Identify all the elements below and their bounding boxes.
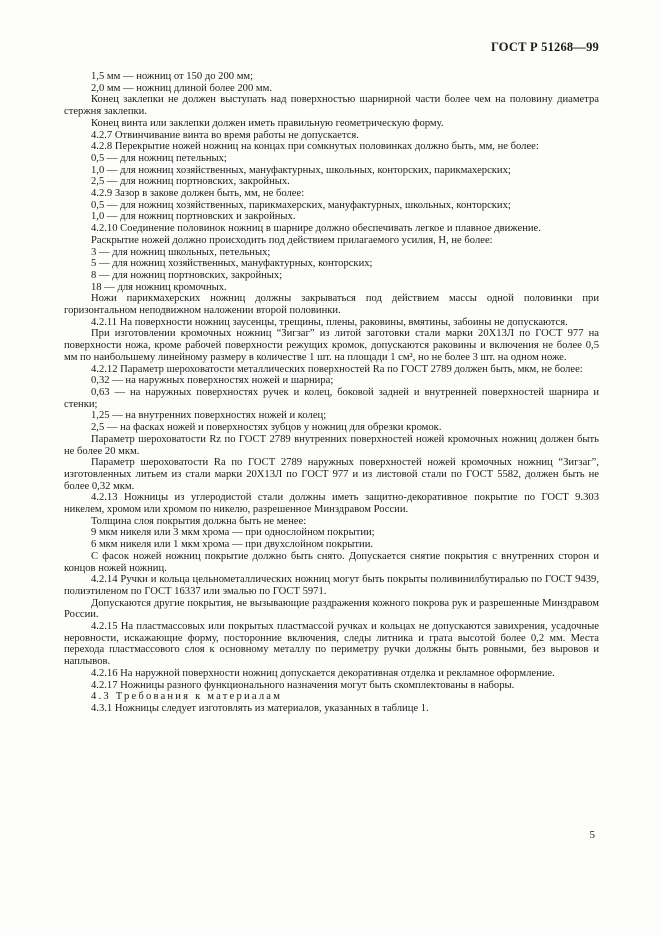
paragraph: 3 — для ножниц школьных, петельных; — [91, 246, 271, 258]
paragraph: 4.3.1 Ножницы следует изготовлять из материалов, указанных в таблице 1. — [91, 702, 429, 714]
paragraph: 4.2.7 Отвинчивание винта во время работы не допускается. — [91, 129, 359, 141]
paragraph: 1,5 мм — ножниц от 150 до 200 мм; — [91, 71, 254, 82]
paragraph: Параметр шероховатости Ra по ГОСТ 2789 наружных поверхностей ножей кромочных ножниц “Зигзаг”, изготовленных литьем из стали марки 20Х13Л по ГОСТ 977 и из листовой стали по ГОСТ 5582, должен быть не более 0,32 мкм. — [64, 457, 599, 492]
paragraph: Толщина слоя покрытия должна быть не менее: — [91, 515, 307, 527]
paragraph: 9 мкм никеля или 3 мкм хрома — при однослойном покрытии; — [91, 527, 375, 539]
paragraph: 6 мкм никеля или 1 мкм хрома — при двухслойном покрытии. — [91, 539, 374, 551]
paragraph: 18 — для ножниц кромочных. — [91, 281, 227, 293]
page-number: 5 — [589, 829, 595, 841]
paragraph: 4.2.11 На поверхности ножниц заусенцы, трещины, плены, раковины, вмятины, забоины не допускаются. — [91, 316, 568, 328]
paragraph: 0,32 — на наружных поверхностях ножей и шарнира; — [91, 375, 334, 387]
paragraph: 4.2.10 Соединение половинок ножниц в шарнире должно обеспечивать легкое и плавное движение. — [91, 223, 541, 235]
paragraph: Допускаются другие покрытия, не вызывающие раздражения кожного покрова рук и разрешенные Минздравом России. — [64, 597, 599, 621]
paragraph: 4.2.15 На пластмассовых или покрытых пластмассой ручках и кольцах не допускаются завихрения, усадочные неровности, искажающие форму, посторонние включения, следы литника и грата высотой более 0,2 мм. Места перехода пластмассового слоя к основному металлу по периметру ручки должны быть ровными, без выровов и наплывов. — [64, 621, 599, 668]
paragraph: Конец заклепки не должен выступать над поверхностью шарнирной части более чем на половину диаметра стержня заклепки. — [64, 94, 599, 118]
paragraph: 4.3 Требования к материалам — [91, 691, 283, 703]
paragraph: 2,5 — на фасках ножей и поверхностях зубцов у ножниц для обрезки кромок. — [91, 422, 442, 434]
paragraph: Ножи парикмахерских ножниц должны закрываться под действием массы одной половинки при горизонтальном неподвижном наложении второй половинки. — [64, 293, 599, 317]
paragraph: Конец винта или заклепки должен иметь правильную геометрическую форму. — [91, 117, 444, 129]
paragraph: 2,5 — для ножниц портновских, закройных. — [91, 176, 290, 188]
paragraph: 4.2.16 На наружной поверхности ножниц допускается декоративная отделка и рекламное оформление. — [91, 667, 555, 679]
paragraph: 4.2.12 Параметр шероховатости металлических поверхностей Ra по ГОСТ 2789 должен быть, мкм, не более: — [91, 363, 583, 375]
paragraph: 4.2.9 Зазор в закове должен быть, мм, не более: — [91, 188, 305, 200]
paragraph: 4.2.13 Ножницы из углеродистой стали должны иметь защитно-декоративное покрытие по ГОСТ 9.303 никелем, хромом или хромом по никелю, разрешенное Минздравом России. — [64, 492, 599, 516]
paragraph: Параметр шероховатости Rz по ГОСТ 2789 внутренних поверхностей ножей кромочных ножниц должен быть не более 20 мкм. — [64, 433, 599, 457]
paragraph: 8 — для ножниц портновских, закройных; — [91, 269, 283, 281]
paragraph: 0,5 — для ножниц петельных; — [91, 152, 227, 164]
paragraph: С фасок ножей ножниц покрытие должно быть снято. Допускается снятие покрытия с внутренних сторон и концов ножей ножниц. — [64, 550, 599, 574]
paragraph: 2,0 мм — ножниц длиной более 200 мм. — [91, 82, 272, 94]
paragraph: 0,5 — для ножниц хозяйственных, парикмахерских, мануфактурных, школьных, конторских; — [91, 199, 511, 211]
standard-header: ГОСТ Р 51268—99 — [490, 40, 599, 54]
paragraph: 1,25 — на внутренних поверхностях ножей и колец; — [91, 410, 327, 422]
paragraph: 0,63 — на наружных поверхностях ручек и колец, боковой задней и внутренней поверхностей шарнира и стенки; — [64, 386, 599, 410]
paragraph: 1,0 — для ножниц хозяйственных, мануфактурных, школьных, конторских, парикмахерских; — [91, 164, 511, 176]
paragraph: 4.2.14 Ручки и кольца цельнометаллических ножниц могут быть покрыты поливинилбутиралью по ГОСТ 9439, полиэтиленом по ГОСТ 16337 или эмалью по ГОСТ 5971. — [64, 574, 599, 597]
paragraph: 5 — для ножниц хозяйственных, мануфактурных, конторских; — [91, 258, 373, 270]
paragraph: 4.2.8 Перекрытие ножей ножниц на концах при сомкнутых половинках должно быть, мм, не более: — [91, 141, 539, 153]
document-body — [64, 71, 599, 715]
paragraph: Раскрытие ножей должно происходить под действием прилагаемого усилия, Н, не более: — [91, 234, 493, 246]
paragraph: 1,0 — для ножниц портновских и закройных. — [91, 211, 296, 223]
paragraph: При изготовлении кромочных ножниц “Зигзаг” из литой заготовки стали марки 20Х13Л по ГОСТ 977 на поверхности ножа, кроме рабочей поверхности режущих кромок, допускаются раковины и включения не более 0,5 мм по наибольшему линейному размеру в количестве 1 шт. на площади 1 см², но не более 3 шт. на одном ноже. — [64, 328, 599, 363]
paragraph: 4.2.17 Ножницы разного функционального назначения могут быть скомплектованы в наборы. — [91, 679, 515, 691]
